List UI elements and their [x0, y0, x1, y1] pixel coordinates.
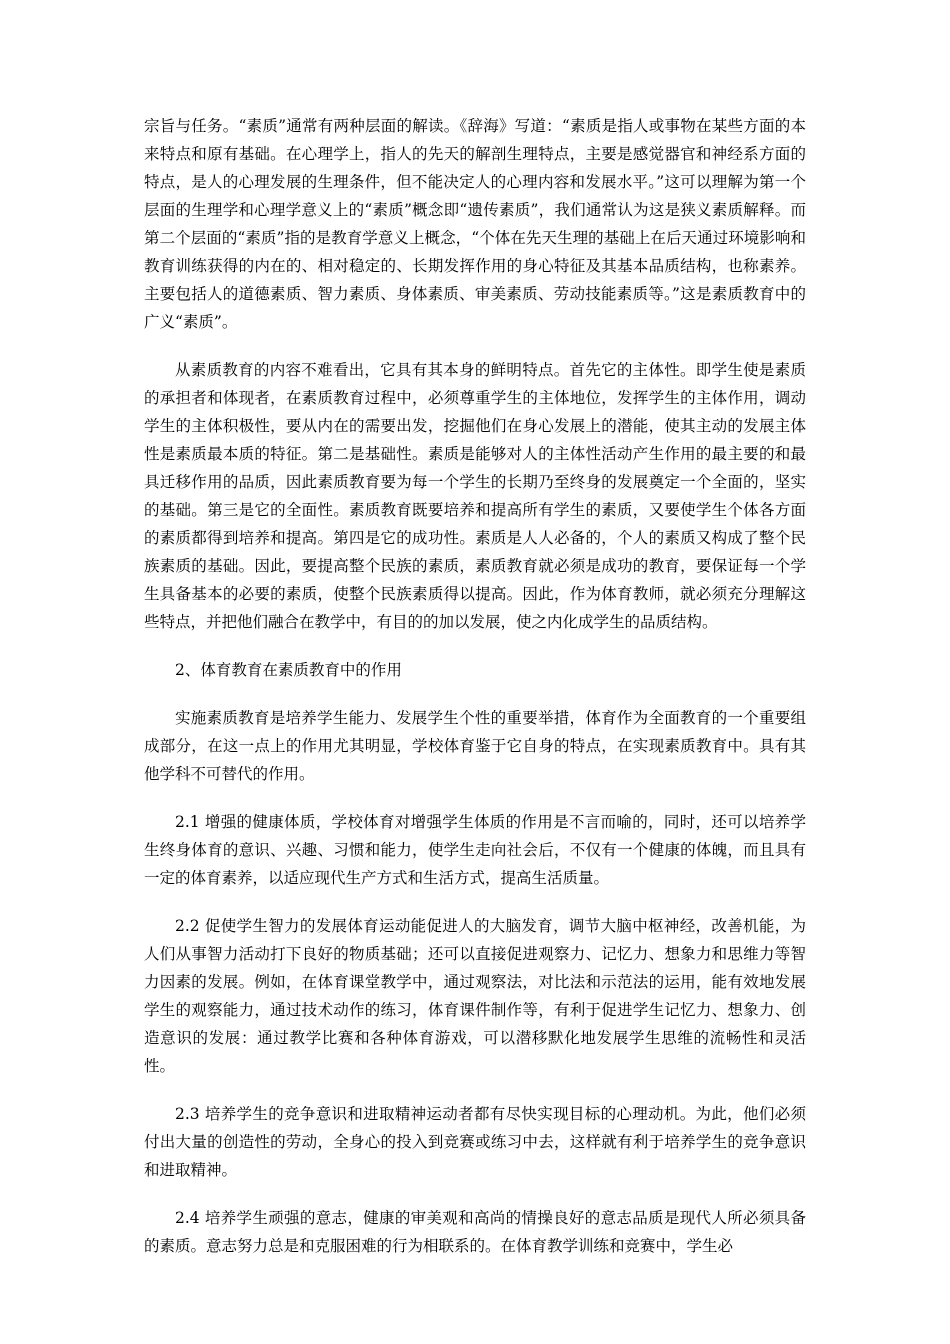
- paragraph-2-4: 2.4 培养学生顽强的意志，健康的审美观和高尚的情操良好的意志品质是现代人所必须具备的素质。意志努力总是和克服困难的行为相联系的。在体育教学训练和竞赛中，学生必: [144, 1209, 806, 1255]
- paragraph-characteristics: 从素质教育的内容不难看出，它具有其本身的鲜明特点。首先它的主体性。即学生使是素质的承担者和体现者，在素质教育过程中，必须尊重学生的主体地位，发挥学生的主体作用，调动学生的主体积极性，要从内在的需要出发，挖掘他们在身心发展上的潜能，使其主动的发展主体性是素质最本质的特征。第二是基础性。素质是能够对人的主体性活动产生作用的最主要的和最具迁移作用的品质，因此素质教育要为每一个学生的长期乃至终身的发展奠定一个全面的，坚实的基础。第三是它的全面性。素质教育既要培养和提高所有学生的素质，又要使学生个体各方面的素质都得到培养和提高。第四是它的成功性。素质是人人必备的，个人的素质又构成了整个民族素质的基础。因此，要提高整个民族的素质，素质教育就必须是成功的教育，要保证每一个学生具备基本的必要的素质，使整个民族素质得以提高。因此，作为体育教师，就必须充分理解这些特点，并把他们融合在教学中，有目的的加以发展，使之内化成学生的品质结构。: [144, 361, 806, 631]
- paragraph-2-2: 2.2 促使学生智力的发展体育运动能促进人的大脑发育，调节大脑中枢神经，改善机能，为人们从事智力活动打下良好的物质基础；还可以直接促进观察力、记忆力、想象力和思维力等智力因素的发展。例如，在体育课堂教学中，通过观察法，对比法和示范法的运用，能有效地发展学生的观察能力，通过技术动作的练习，体育课件制作等，有利于促进学生记忆力、想象力、创造意识的发展：通过教学比赛和各种体育游戏，可以潜移默化地发展学生思维的流畅性和灵活性。: [144, 917, 806, 1075]
- paragraph-section-2-intro: 实施素质教育是培养学生能力、发展学生个性的重要举措，体育作为全面教育的一个重要组成部分，在这一点上的作用尤其明显，学校体育鉴于它自身的特点，在实现素质教育中。具有其他学科不可替代的作用。: [144, 709, 806, 783]
- section-heading-2: 2、体育教育在素质教育中的作用: [175, 661, 402, 679]
- paragraph-2-1: 2.1 增强的健康体质，学校体育对增强学生体质的作用是不言而喻的，同时，还可以培养学生终身体育的意识、兴趣、习惯和能力，使学生走向社会后，不仅有一个健康的体魄，而且具有一定的体育素养，以适应现代生产方式和生活方式，提高生活质量。: [144, 813, 806, 887]
- paragraph-definition-of-suzhi: 宗旨与任务。“素质”通常有两种层面的解读。《辞海》写道：“素质是指人或事物在某些方面的本来特点和原有基础。在心理学上，指人的先天的解剖生理特点，主要是感觉器官和神经系方面的特点，是人的心理发展的生理条件，但不能决定人的心理内容和发展水平。”这可以理解为第一个层面的生理学和心理学意义上的“素质”概念即“遗传素质”，我们通常认为这是狭义素质解释。而第二个层面的“素质”指的是教育学意义上概念，“个体在先天生理的基础上在后天通过环境影响和教育训练获得的内在的、相对稳定的、长期发挥作用的身心特征及其基本品质结构，也称素养。主要包括人的道德素质、智力素质、身体素质、审美素质、劳动技能素质等。”这是素质教育中的广义“素质”。: [144, 117, 806, 331]
- document-page: [144, 112, 806, 1280]
- paragraph-2-3: 2.3 培养学生的竞争意识和进取精神运动者都有尽快实现目标的心理动机。为此，他们必须付出大量的创造性的劳动，全身心的投入到竞赛或练习中去，这样就有利于培养学生的竞争意识和进取精神。: [144, 1105, 806, 1179]
